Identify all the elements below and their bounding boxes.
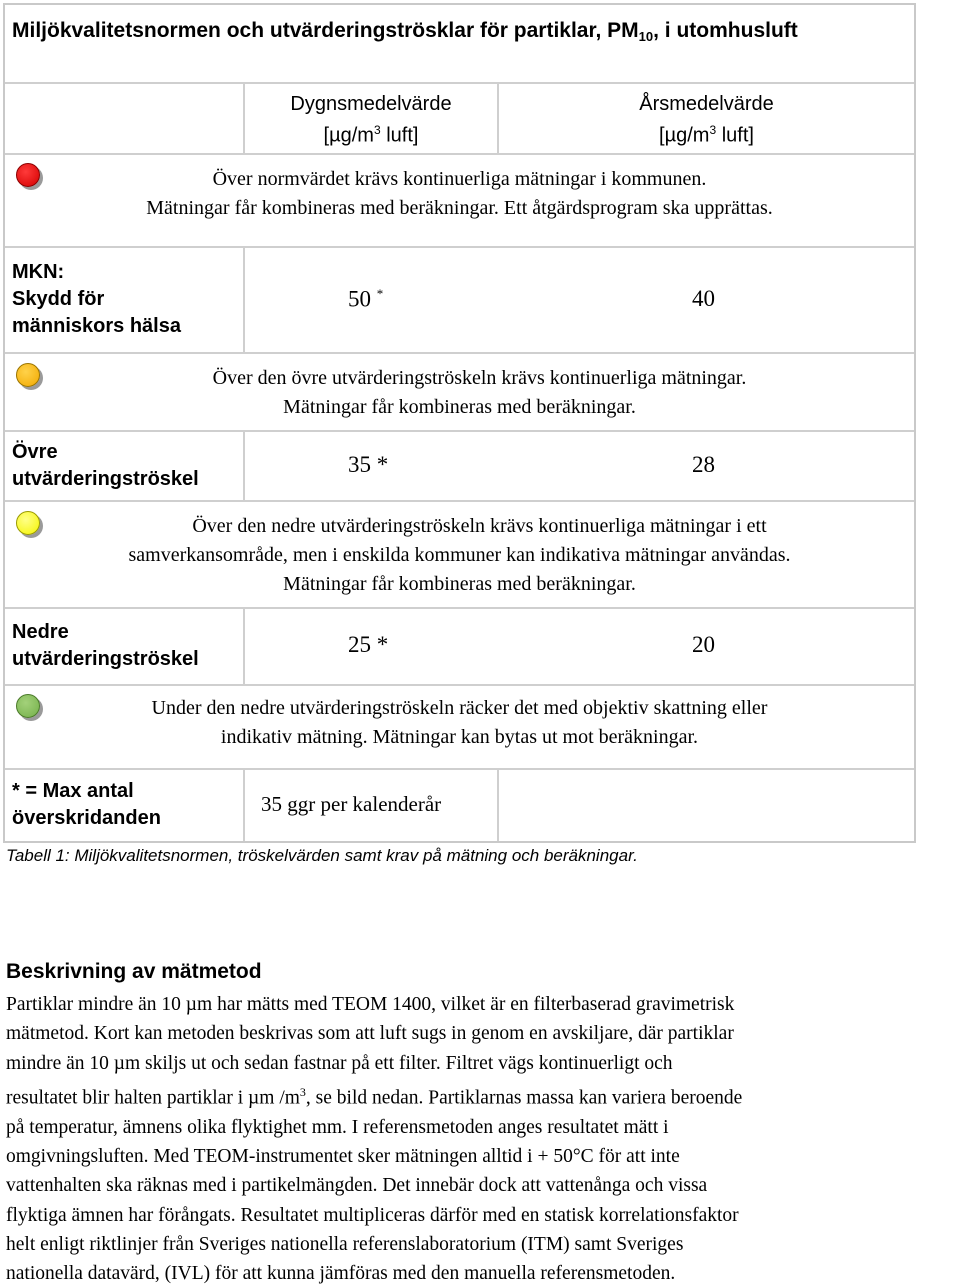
body-line: flyktiga ämnen har förångats. Resultatet multipliceras därför med en statisk korrelationsfaktor <box>6 1204 739 1226</box>
section-body <box>6 990 958 1288</box>
lower-threshold-daily-value: 25 * <box>348 632 389 657</box>
table-divider <box>5 352 914 354</box>
footnote-value: 35 ggr per kalenderår <box>261 792 442 816</box>
table-title: Miljökvalitetsnormen och utvärderingströsklar för partiklar, $PM_{10}$, i utomhusluft <box>12 19 798 44</box>
body-line: vattenhalten ska räknas med i partikelmängden. Det innebär dock att vattenånga och vissa <box>6 1175 708 1197</box>
table-divider <box>5 500 914 502</box>
column-header-annual: Årsmedelvärde [$\mu g/m^3$ luft] <box>639 93 774 147</box>
body-line: nationella datavärd, (IVL) för att kunna jämföras med den manuella referensmetoden. <box>6 1263 676 1285</box>
notice-lower-threshold: Över den nedre utvärderingströskeln krävs kontinuerliga mätningar i ett samverkansområde, men i enskilda kommuner kan indikativa mätningar användas. Mätningar får kombineras med beräkningar. <box>128 515 791 595</box>
mkn-annual-value: 40 <box>692 286 715 311</box>
mkn-daily-value: 50 * <box>348 286 384 312</box>
table-divider <box>243 609 245 684</box>
table-divider <box>5 153 914 155</box>
table-divider <box>5 768 914 770</box>
body-line: Partiklar mindre än 10 µm har mätts med TEOM 1400, vilket är en filterbaserad gravimetrisk <box>6 994 735 1015</box>
body-line: resultatet blir halten partiklar i µm $/m^3$, se bild nedan. Partiklarnas massa kan variera beroende <box>6 1084 743 1109</box>
section-heading: Beskrivning av mätmetod <box>6 960 262 983</box>
table-divider <box>5 430 914 432</box>
body-line: mätmetod. Kort kan metoden beskrivas som att luft sugs in genom en avskiljare, där partiklar <box>6 1023 734 1045</box>
table-divider <box>497 770 499 841</box>
table-divider <box>243 248 245 352</box>
footnote-label: * = Max antal överskridanden <box>12 780 161 829</box>
table-divider <box>243 770 245 841</box>
upper-threshold-annual-value: 28 <box>692 452 715 477</box>
table-divider <box>5 82 914 84</box>
body-line: mindre än 10 µm skiljs ut och sedan fastnar på ett filter. Filtret vägs kontinuerligt och <box>6 1052 673 1074</box>
body-line: på temperatur, ämnens olika flyktighet mm. I referensmetoden anges resultatet mätt i <box>6 1116 669 1138</box>
table-divider <box>243 432 245 500</box>
row-label-lower-threshold: Nedre utvärderingströskel <box>12 621 199 670</box>
lower-threshold-annual-value: 20 <box>692 632 715 657</box>
table-divider <box>5 246 914 248</box>
notice-upper-threshold: Över den övre utvärderingströskeln krävs kontinuerliga mätningar. Mätningar får kombineras med beräkningar. <box>212 367 747 418</box>
body-line: omgivningsluften. Med TEOM-instrumentet sker mätningen alltid i + 50°C för att inte <box>6 1145 680 1167</box>
body-line: helt enligt riktlinjer från Sveriges nationella referenslaboratorium (ITM) samt Sveriges <box>6 1233 684 1255</box>
notice-above-limit: Över normvärdet krävs kontinuerliga mätningar i kommunen. Mätningar får kombineras med beräkningar. Ett åtgärdsprogram ska upprättas. <box>146 168 773 219</box>
notice-below-lower-threshold: Under den nedre utvärderingströskeln räcker det med objektiv skattning eller indikativ mätning. Mätningar kan bytas ut mot beräkningar. <box>151 697 768 748</box>
table-caption: Tabell 1: Miljökvalitetsnormen, tröskelvärden samt krav på mätning och beräkningar. <box>6 846 638 865</box>
upper-threshold-daily-value: 35 * <box>348 452 389 477</box>
table-divider <box>5 607 914 609</box>
row-label-mkn: MKN: Skydd för människors hälsa <box>12 261 181 337</box>
row-label-upper-threshold: Övre utvärderingströskel <box>12 441 199 490</box>
column-header-daily: Dygnsmedelvärde [$\mu g/m^3$ luft] <box>290 93 452 147</box>
table-divider <box>5 684 914 686</box>
